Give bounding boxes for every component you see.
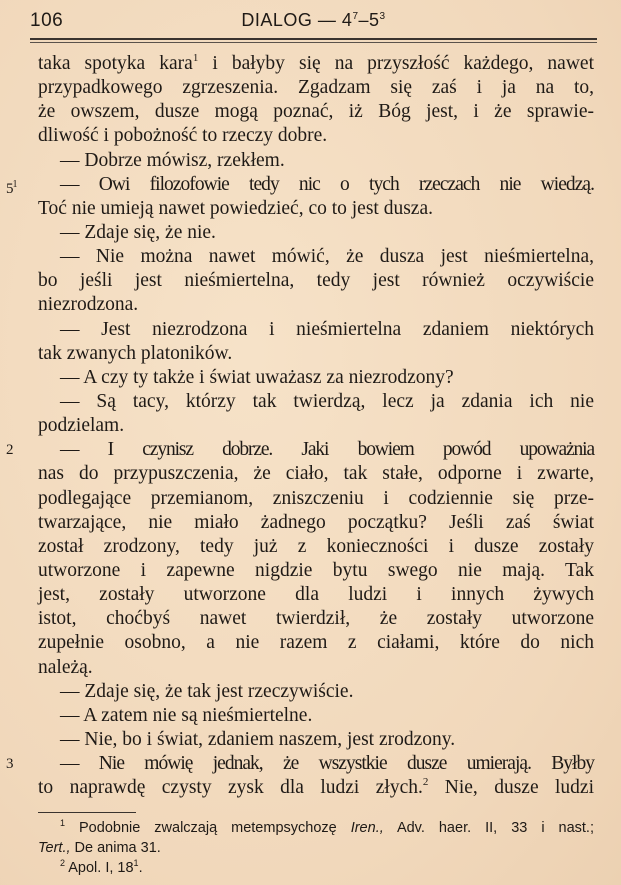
footnote-text: Apol. I, 18 — [68, 860, 134, 876]
text-line: istot, choćbyś nawet twierdził, że zostały utworzone — [38, 608, 594, 630]
footnote-text: Podobnie zwalczają metempsychozę — [79, 820, 351, 836]
text-line: twarzające, nie miało żadnego początku? Jeśli zaś świat — [38, 511, 594, 533]
text-line: został zrodzony, tedy już z konieczności i dusze zostały — [38, 535, 594, 557]
footnote-italic: Tert., — [38, 840, 71, 856]
footnote-number: 2 — [60, 858, 66, 868]
text-line: zupełnie osobno, a nie razem z ciałami, które do nich — [38, 632, 594, 654]
text-line: Toć nie umieją nawet powiedzieć, co to jest dusza. — [38, 197, 433, 219]
text-span: Nie, dusze ludzi — [428, 777, 594, 799]
footnote-1 — [38, 818, 594, 838]
running-title — [30, 10, 597, 31]
text-line — [6, 438, 594, 462]
text-line: bo jeśli jest nieśmiertelna, tedy jest również oczywiście — [38, 270, 594, 292]
footnote-rule — [38, 812, 136, 813]
text-line: dliwość i pobożność to rzeczy dobre. — [38, 125, 328, 147]
text-line: — Dobrze mówisz, rzekłem. — [60, 149, 285, 171]
running-title-sup: 7 — [352, 11, 359, 22]
text-line: niezrodzona. — [38, 294, 139, 316]
footnote-sup: 1 — [133, 858, 139, 868]
margin-mark-sup: 1 — [12, 178, 17, 190]
header-rule — [30, 38, 597, 43]
margin-mark-number: 5 — [6, 180, 13, 197]
text-line: utworzone i zapewne nigdzie bytu swego nie mają. Tak — [38, 559, 594, 581]
text-line: — Zdaje się, że nie. — [60, 221, 216, 243]
text-line: przypadkowego zgrzeszenia. Zgadzam się zaś i ja na to, — [38, 77, 594, 99]
text-span: — I czynisz dobrze. Jaki bowiem powód upoważnia — [60, 439, 594, 461]
footnotes — [38, 818, 594, 878]
running-title-text: DIALOG — 4 — [241, 10, 353, 30]
text-line: — Nie, bo i świat, zdaniem naszem, jest zrodzony. — [60, 728, 456, 750]
running-title-sup: 3 — [379, 11, 386, 22]
running-title-mid: –5 — [358, 10, 380, 30]
text-line — [38, 52, 594, 76]
text-span: taka spotyka kara — [38, 53, 193, 74]
text-line: podzielam. — [38, 415, 125, 437]
body-text — [6, 52, 594, 800]
text-line: tak zwanych platoników. — [38, 342, 233, 364]
page-number: 106 — [30, 10, 64, 31]
text-line: należą. — [38, 656, 93, 678]
text-span: i bałyby się na przyszłość każdego, nawet — [198, 53, 594, 74]
footnote-text: Adv. haer. II, 33 i nast.; — [383, 820, 594, 836]
margin-section-mark — [6, 173, 17, 201]
footnote-number: 1 — [60, 818, 66, 828]
text-line: — Jest niezrodzona i nieśmiertelna zdaniem niektórych — [60, 318, 594, 340]
footnote-ref: 1 — [192, 52, 199, 64]
text-line: — Nie można nawet mówić, że dusza jest nieśmiertelna, — [60, 246, 594, 268]
text-line: jest, zostały utworzone dla ludzi i innych żywych — [38, 584, 594, 606]
text-span: — Owi filozofowie tedy nic o tych rzeczach nie wiedzą. — [60, 173, 594, 195]
margin-section-mark: 2 — [6, 442, 13, 459]
text-line: — Są tacy, którzy tak twierdzą, lecz ja zdania ich nie — [60, 390, 594, 412]
footnote-ref: 2 — [422, 776, 429, 789]
text-line: — A czy ty także i świat uważasz za niezrodzony? — [60, 366, 454, 388]
text-line — [6, 173, 594, 197]
footnote-1-cont — [38, 838, 594, 858]
running-head — [30, 6, 597, 34]
text-line — [38, 776, 594, 800]
text-line: że owszem, dusze mogą poznać, iż Bóg jest, i że sprawie- — [38, 101, 594, 123]
margin-section-mark: 3 — [6, 756, 13, 773]
footnote-text: De anima 31. — [70, 840, 161, 856]
text-line: podlegające przemianom, zniszczeniu i codziennie się prze- — [38, 487, 594, 509]
text-line: — A zatem nie są nieśmiertelne. — [60, 704, 313, 726]
footnote-italic: Iren., — [350, 820, 384, 836]
footnote-2 — [38, 858, 594, 878]
footnote-text: . — [138, 860, 143, 876]
text-span: — Nie mówię jednak, że wszystkie dusze umierają. Byłby — [60, 753, 594, 775]
text-line — [6, 752, 594, 776]
text-line: — Zdaje się, że tak jest rzeczywiście. — [60, 680, 354, 702]
text-span: to naprawdę czysty zysk dla ludzi złych. — [38, 777, 423, 799]
text-line: nas do przypuszczenia, że ciało, tak stałe, odporne i zwarte, — [38, 463, 594, 485]
